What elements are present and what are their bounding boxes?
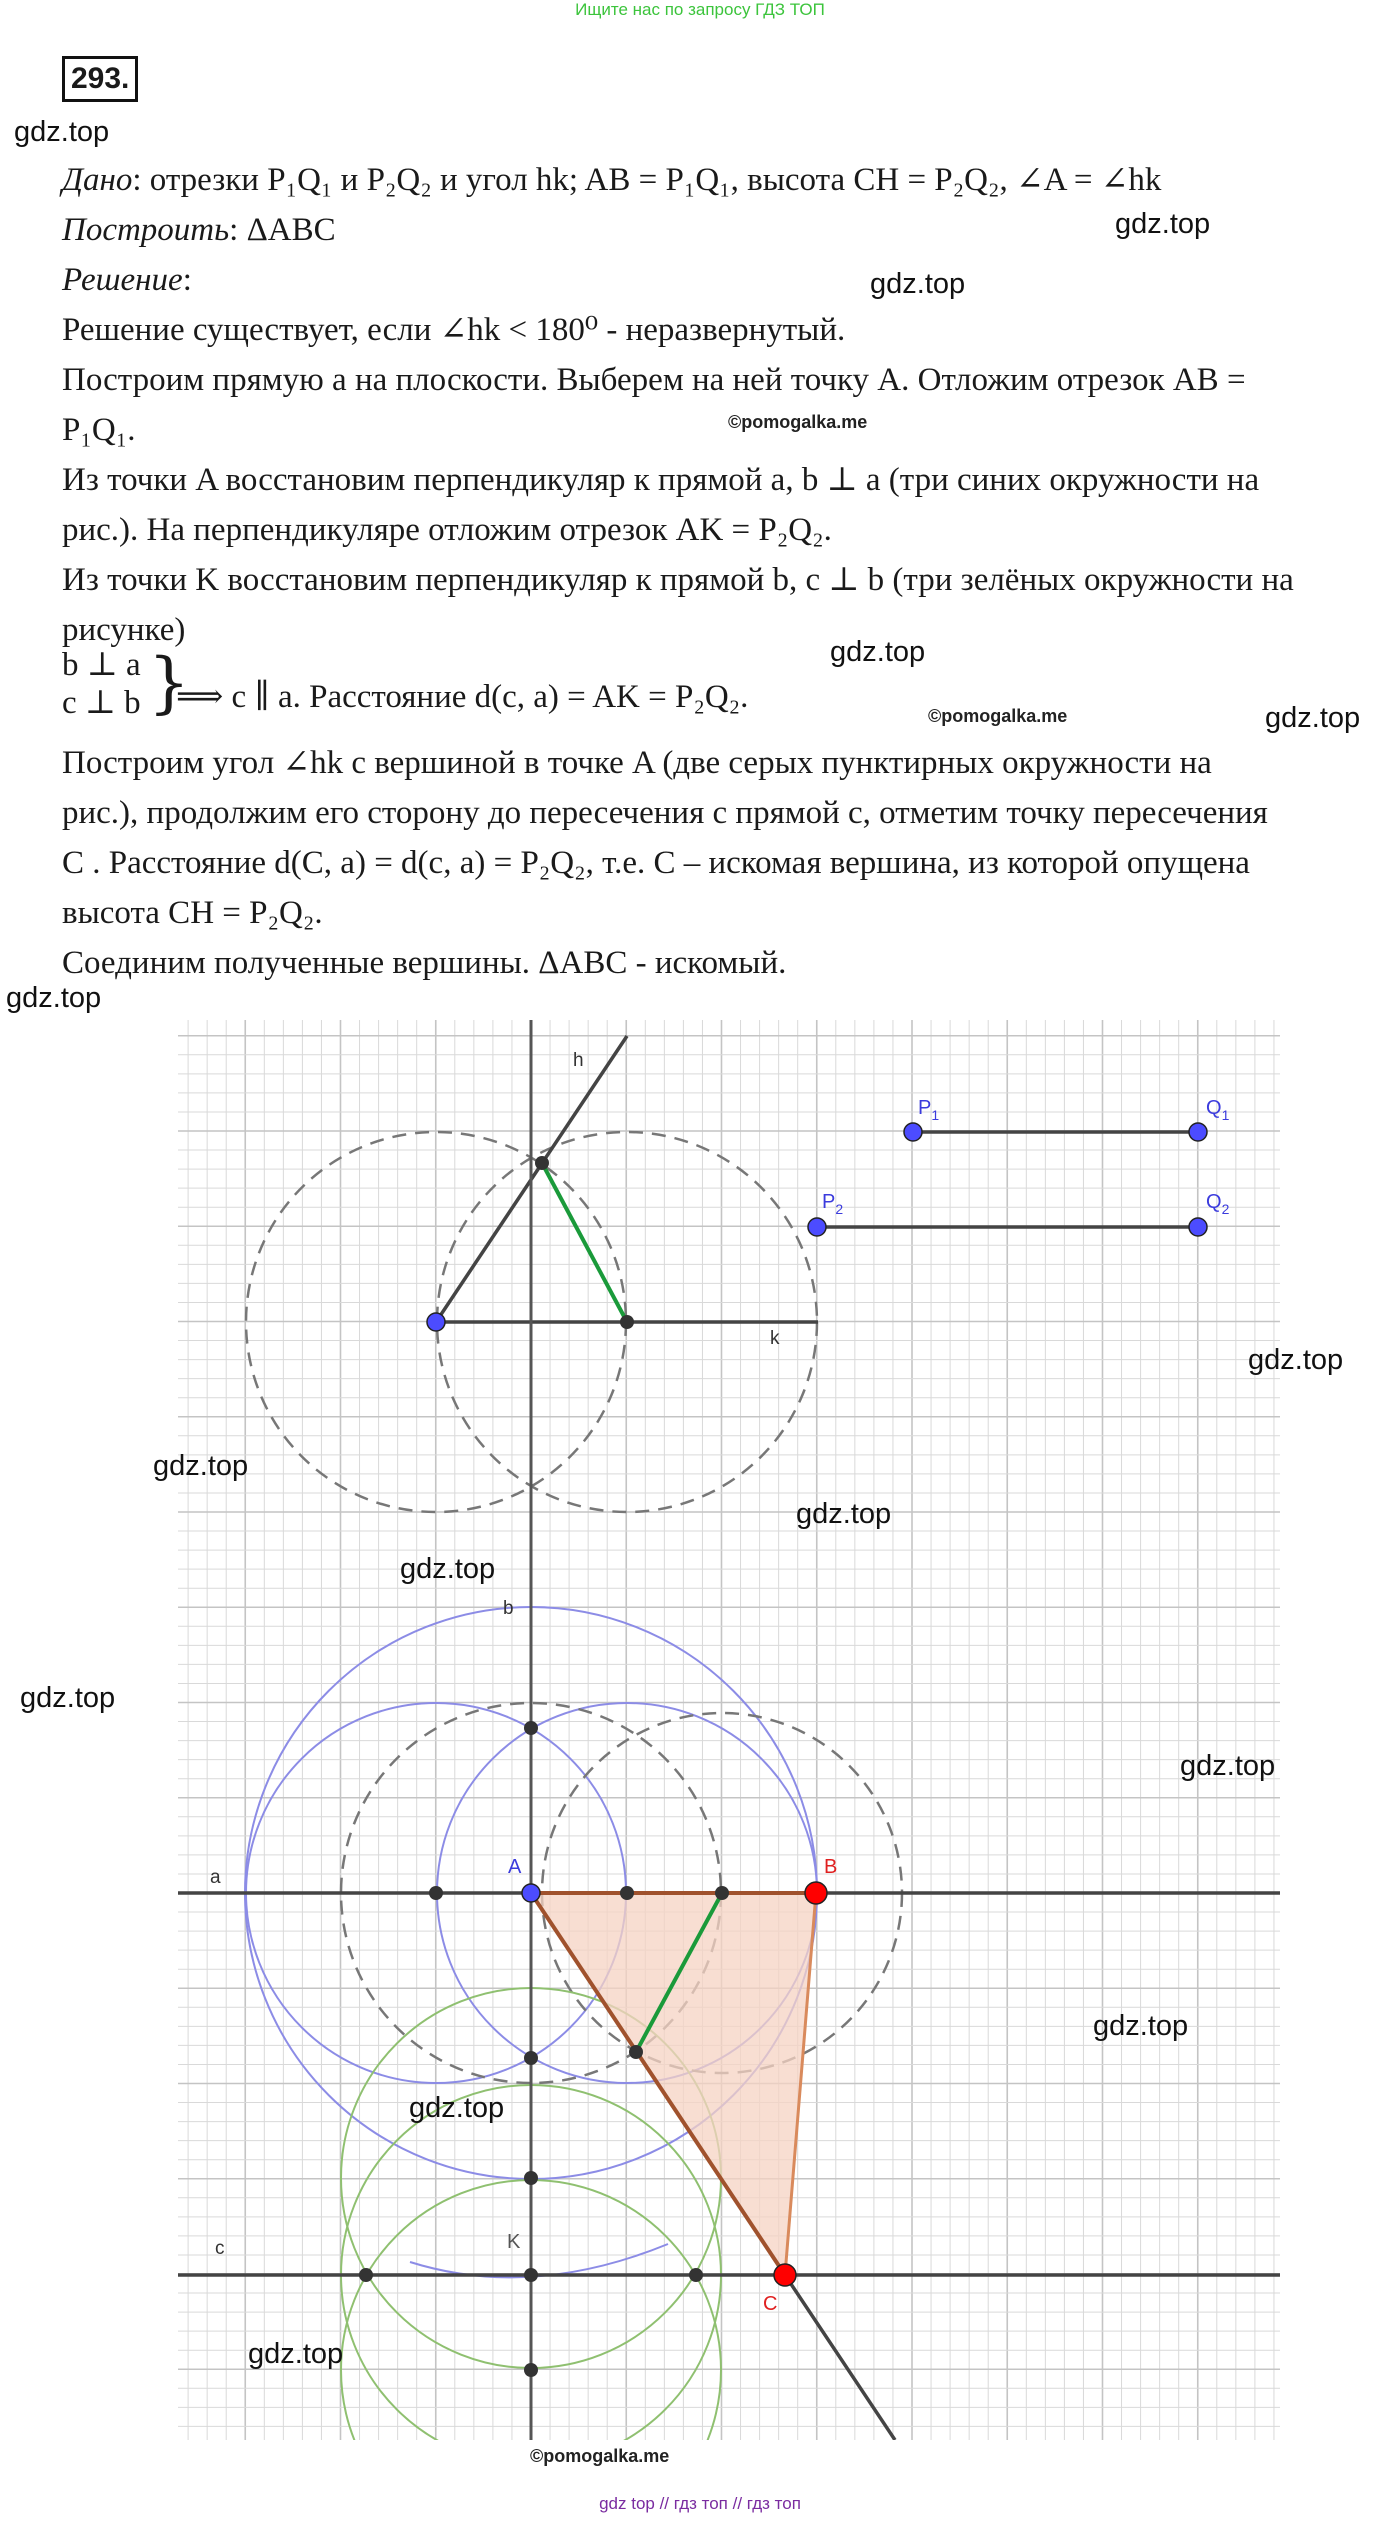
footer-links[interactable]: gdz top // гдз топ // гдз топ [599,2494,801,2513]
copyright-note: ©pomogalka.me [728,412,868,432]
watermark: gdz.top [400,1553,496,1585]
watermark: gdz.top [796,1498,892,1530]
watermark: gdz.top [1115,208,1211,240]
text-line: Построим угол ∠hk с вершиной в точке A (две серых пунктирных окружности на [62,745,1212,781]
text-line: Соединим полученные вершины. ΔABC - искомый. [62,945,787,981]
point [524,2363,538,2377]
point [535,1156,549,1170]
label-p2: $P_2$ [822,1191,844,1217]
point-q1 [1189,1123,1207,1141]
watermark: gdz.top [1265,702,1361,734]
label-C: C [763,2293,778,2315]
solution-colon: : [182,262,192,298]
system-result: ⟹ c ∥ a. Расстояние d(c, a) = AK = P₂Q₂. [176,679,749,715]
watermark: gdz.top [870,268,966,300]
point [524,2051,538,2065]
copyright-note: ©pomogalka.me [530,2446,670,2466]
watermark: gdz.top [14,116,110,148]
point-b [805,1882,827,1904]
watermark: gdz.top [6,982,102,1014]
text-line: высота CH = P₂Q₂. [62,895,323,931]
watermark: gdz.top [409,2092,505,2124]
label-c: c [215,2238,225,2259]
copyright-note: ©pomogalka.me [928,706,1068,726]
given-label: Дано [62,162,133,198]
point-p2 [808,1218,826,1236]
label-k: k [770,1328,780,1349]
label-h: h [573,1050,584,1071]
point [524,2171,538,2185]
blue-arc [410,2244,668,2277]
point [620,1886,634,1900]
text-line: рисунке) [62,612,186,648]
text-line: P₁Q₁. [62,412,136,448]
grid [178,1020,1280,2440]
label-A: A [508,1856,522,1878]
text-line: Построим прямую a на плоскости. Выберем на ней точку A. Отложим отрезок AB = [62,362,1246,398]
point [429,1886,443,1900]
solution-label: Решение [62,262,183,298]
given-text: : отрезки P₁Q₁ и P₂Q₂ и угол hk; AB = P₁Q₁, высота CH = P₂Q₂, ∠A = ∠hk [132,162,1162,198]
point-a [522,1884,540,1902]
label-q2: $Q_2$ [1206,1191,1230,1217]
header-search-link[interactable]: Ищите нас по запросу ГДЗ ТОП [575,0,825,19]
watermark: gdz.top [20,1682,116,1714]
label-b: b [503,1598,514,1619]
text-line: Из точки A восстановим перпендикуляр к прямой a, b ⊥ a (три синих окружности на [62,462,1260,498]
text-line: рис.). На перпендикуляре отложим отрезок AK = P₂Q₂. [62,512,832,548]
point [689,2268,703,2282]
label-p1: $P_1$ [918,1097,940,1123]
label-a: a [210,1867,221,1888]
point [620,1315,634,1329]
system-brace: } [148,644,190,721]
point-c [774,2264,796,2286]
label-B: B [824,1856,838,1878]
point [629,2045,643,2059]
point-k [524,2268,538,2282]
watermark: gdz.top [248,2338,344,2370]
text-line: рис.), продолжим его сторону до пересечения с прямой c, отметим точку пересечения [62,795,1268,831]
point [524,1721,538,1735]
watermark: gdz.top [830,636,926,668]
label-q1: $Q_1$ [1206,1097,1230,1123]
green-segment [542,1163,627,1322]
construct-label: Построить [62,212,230,248]
system-bottom: c ⊥ b [62,685,141,721]
text-line: C . Расстояние d(C, a) = d(c, a) = P₂Q₂, т.е. C – искомая вершина, из которой опущена [62,845,1250,881]
label-K: K [507,2231,521,2253]
text-line: Из точки K восстановим перпендикуляр к прямой b, c ⊥ b (три зелёных окружности на [62,562,1294,598]
watermark: gdz.top [1093,2010,1189,2042]
ray-extension [785,2275,895,2440]
construct-text: : ΔABC [229,212,336,248]
watermark: gdz.top [1180,1750,1276,1782]
watermark: gdz.top [1248,1344,1344,1376]
point-vertex [427,1313,445,1331]
problem-number: 293. [62,56,138,102]
text-line: Решение существует, если ∠hk < 180⁰ - неразвернутый. [62,312,846,348]
watermark: gdz.top [153,1450,249,1482]
system-top: b ⊥ a [62,647,141,683]
point-p1 [904,1123,922,1141]
point [715,1886,729,1900]
point [359,2268,373,2282]
point-q2 [1189,1218,1207,1236]
